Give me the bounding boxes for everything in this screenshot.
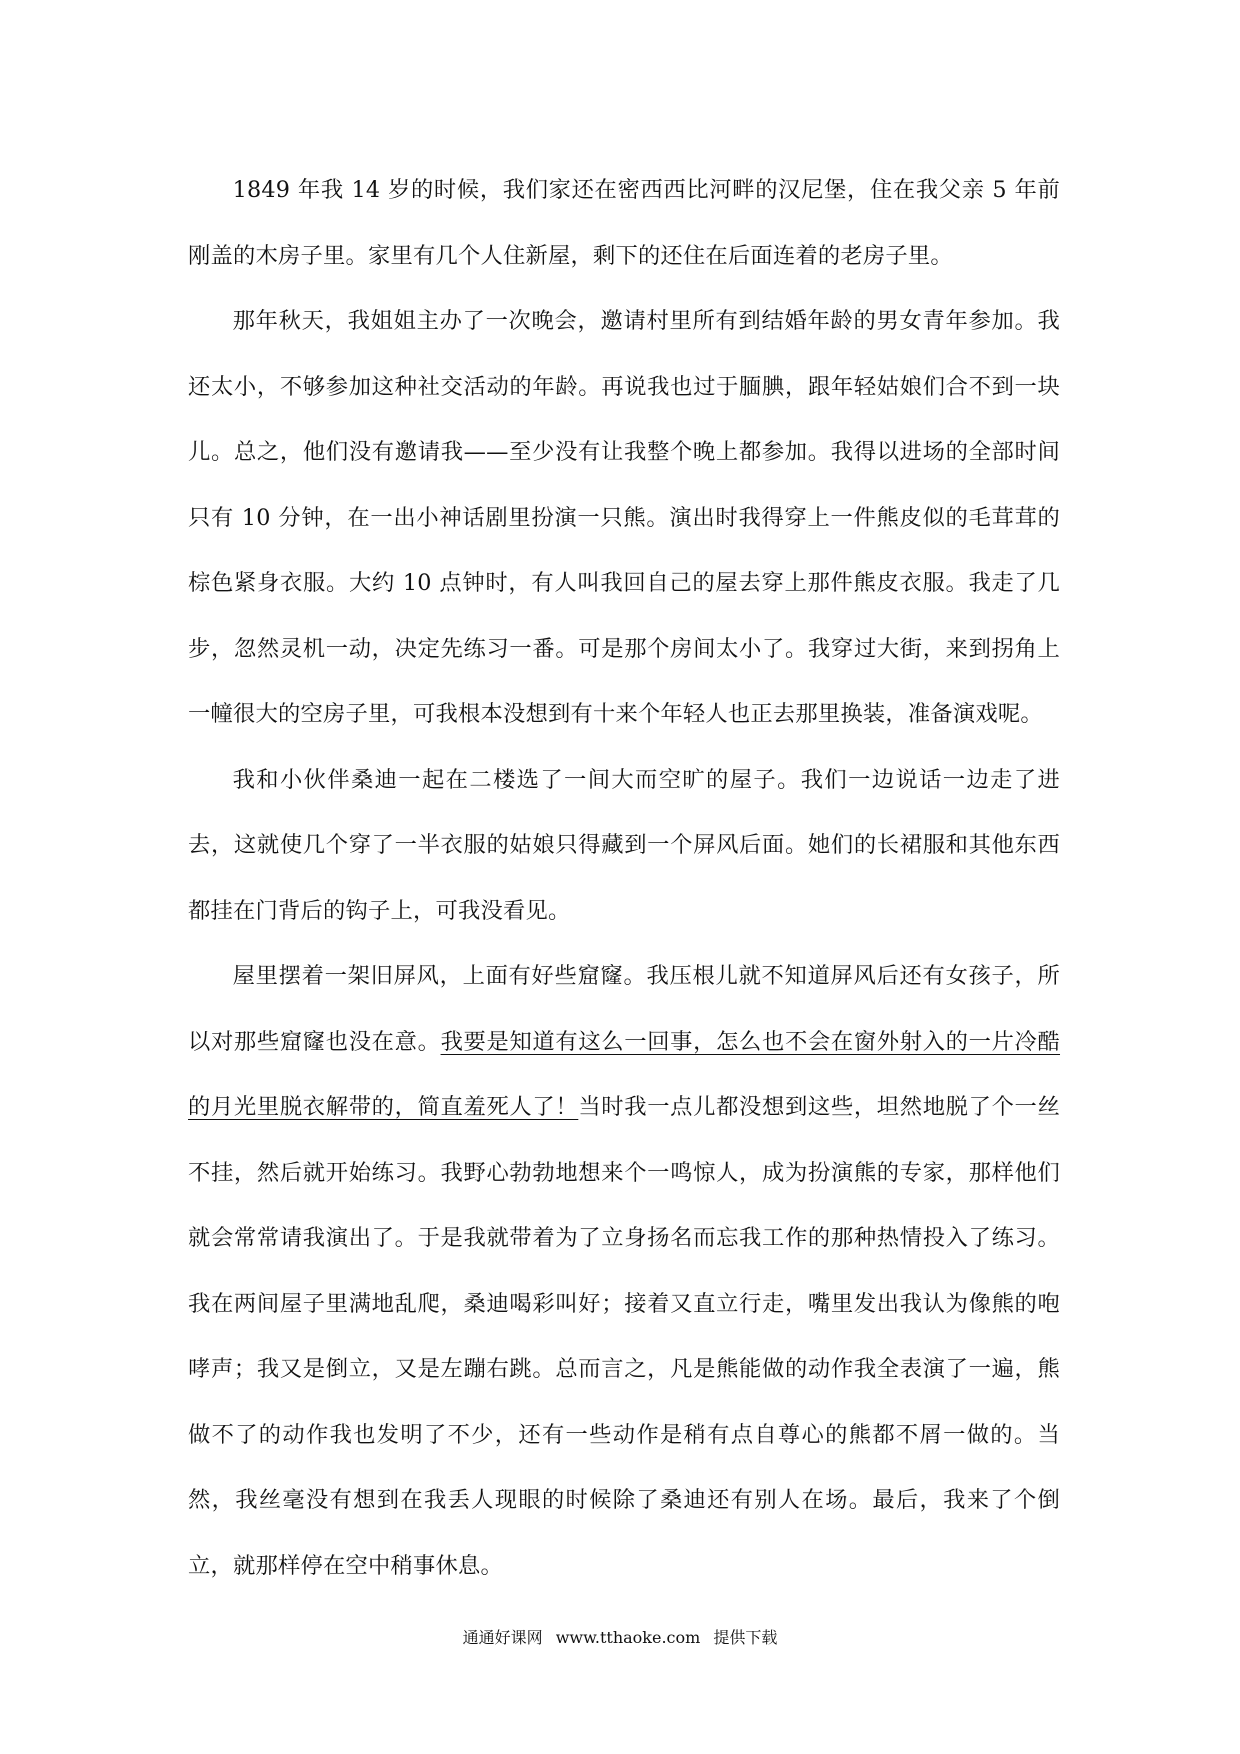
paragraph-1: 1849 年我 14 岁的时候，我们家还在密西西比河畔的汉尼堡，住在我父亲 5 年前刚盖的木房子里。家里有几个人住新屋，剩下的还住在后面连着的老房子里。 <box>188 177 1060 269</box>
footer-site-name: 通通好课网 <box>462 1628 543 1647</box>
paragraph-4-underlined-sentence: 我要是知道有这么一回事，怎么也不会在窗外射入的一片冷酷的月光里脱衣解带的，简直羞死人了！ <box>188 1028 1061 1120</box>
page-footer <box>0 1626 1240 1650</box>
footer-note: 提供下载 <box>713 1628 778 1647</box>
paragraph-4-rest: 当时我一点儿都没想到这些，坦然地脱了个一丝不挂，然后就开始练习。我野心勃勃地想来个一鸣惊人，成为扮演熊的专家，那样他们就会常常请我演出了。于是我就带着为了立身扬名而忘我工作的那种热情投入了练习。我在两间屋子里满地乱爬，桑迪喝彩叫好；接着又直立行走，嘴里发出我认为像熊的咆哮声；我又是倒立，又是左蹦右跳。总而言之，凡是熊能做的动作我全表演了一遍，熊做不了的动作我也发明了不少，还有一些动作是稍有点自尊心的熊都不屑一做的。当然，我丝毫没有想到在我丢人现眼的时候除了桑迪还有别人在场。最后，我来了个倒立，就那样停在空中稍事休息。 <box>188 1094 1060 1579</box>
paragraph-4-lead: 屋里摆着一架旧屏风，上面有好些窟窿。我压根儿就不知道屏风后还有女孩子，所以对那些窟窿也没在意。 <box>188 963 1060 1055</box>
paragraph-4 <box>188 944 1060 1599</box>
paragraph-3: 我和小伙伴桑迪一起在二楼选了一间大而空旷的屋子。我们一边说话一边走了进去，这就使几个穿了一半衣服的姑娘只得藏到一个屏风后面。她们的长裙服和其他东西都挂在门背后的钩子上，可我没看见。 <box>188 766 1060 924</box>
footer-url[interactable]: www.tthaoke.com <box>555 1628 701 1647</box>
article-body <box>188 158 1060 1599</box>
paragraph-2: 那年秋天，我姐姐主办了一次晚会，邀请村里所有到结婚年龄的男女青年参加。我还太小，不够参加这种社交活动的年龄。再说我也过于腼腆，跟年轻姑娘们合不到一块儿。总之，他们没有邀请我——至少没有让我整个晚上都参加。我得以进场的全部时间只有 10 分钟，在一出小神话剧里扮演一只熊。演出时我得穿上一件熊皮似的毛茸茸的棕色紧身衣服。大约 10 点钟时，有人叫我回自己的屋去穿上那件熊皮衣服。我走了几步，忽然灵机一动，决定先练习一番。可是那个房间太小了。我穿过大街，来到拐角上一幢很大的空房子里，可我根本没想到有十来个年轻人也正去那里换装，准备演戏呢。 <box>188 308 1060 727</box>
